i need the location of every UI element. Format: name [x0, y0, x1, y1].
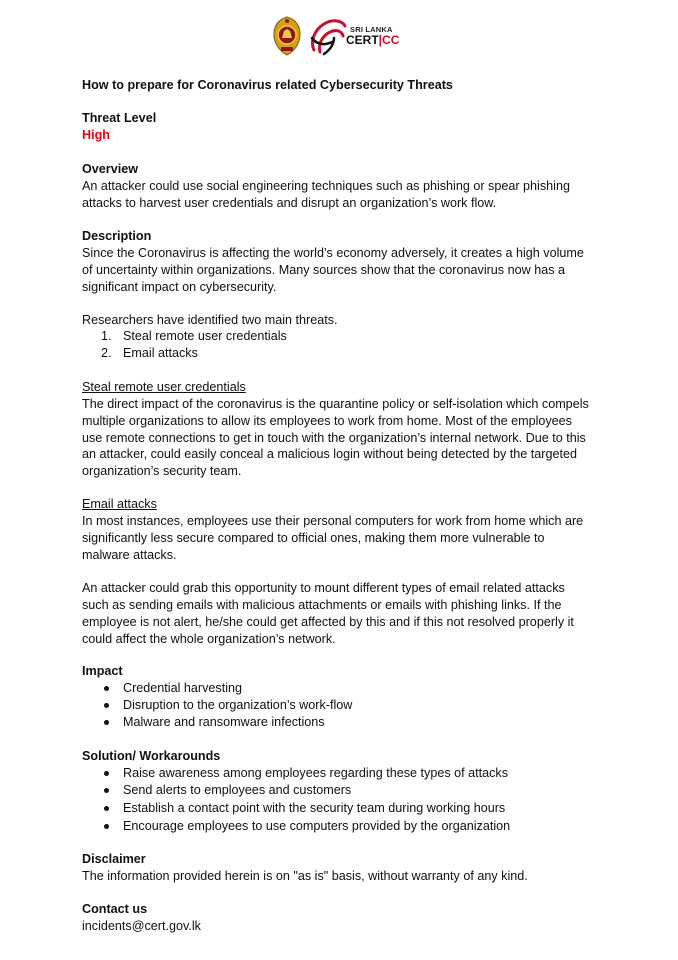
email-attacks-line: employee is not alert, he/she could get affected by this and if this not resolved properly it: [82, 615, 574, 629]
list-item: [82, 328, 582, 345]
contact-heading: Contact us: [82, 902, 148, 916]
list-text: Establish a contact point with the security team during working hours: [123, 801, 506, 815]
email-attacks-line: could affect the whole organization’s network.: [82, 632, 336, 646]
overview-heading: Overview: [82, 162, 139, 176]
threat-level-value: High: [82, 128, 110, 142]
bullet-icon: [104, 788, 109, 793]
description-heading: Description: [82, 229, 152, 243]
bullet-icon: [104, 806, 109, 811]
email-attacks-heading: Email attacks: [82, 497, 157, 511]
steal-credentials-heading: Steal remote user credentials: [82, 380, 246, 394]
list-item: [82, 680, 582, 697]
list-item: [82, 697, 582, 714]
email-attacks-line: malware attacks.: [82, 548, 177, 562]
cert-brand-label: CERT|CC: [346, 33, 400, 47]
email-attacks-line: such as sending emails with malicious attachments or emails with phishing links. If the: [82, 598, 562, 612]
cert-cc-logo: [308, 14, 408, 58]
bullet-icon: [104, 824, 109, 829]
bullet-icon: [104, 771, 109, 776]
bullet-icon: [104, 720, 109, 725]
list-text: Malware and ransomware infections: [123, 715, 325, 729]
threats-intro: Researchers have identified two main threats.: [82, 313, 338, 327]
list-text: Email attacks: [123, 346, 198, 360]
steal-credentials-line: use remote connections to get in touch with the organization’s internal network. Due to this: [82, 431, 586, 445]
overview-line: attacks to harvest user credentials and disrupt an organization’s work flow.: [82, 196, 497, 210]
list-text: Steal remote user credentials: [123, 329, 287, 343]
steal-credentials-line: an attacker, could easily conceal a malicious login without being detected by the targeted: [82, 447, 577, 461]
email-attacks-line: An attacker could grab this opportunity to mount different types of email related attacks: [82, 581, 565, 595]
list-item: [82, 714, 582, 731]
description-line: Since the Coronavirus is affecting the world’s economy adversely, it creates a high volume: [82, 246, 584, 260]
overview-line: An attacker could use social engineering techniques such as phishing or spear phishing: [82, 179, 570, 193]
list-text: Send alerts to employees and customers: [123, 783, 352, 797]
header-logos: [272, 14, 408, 58]
list-text: Disruption to the organization’s work-flow: [123, 698, 353, 712]
list-text: Raise awareness among employees regarding these types of attacks: [123, 766, 509, 780]
steal-credentials-line: multiple organizations to allow its employees to work from home. Most of the employees: [82, 414, 572, 428]
bullet-icon: [104, 686, 109, 691]
impact-heading: Impact: [82, 664, 123, 678]
contact-email: incidents@cert.gov.lk: [82, 919, 201, 933]
steal-credentials-line: The direct impact of the coronavirus is the quarantine policy or self-isolation which compels: [82, 397, 589, 411]
solution-heading: Solution/ Workarounds: [82, 749, 221, 763]
document-title: How to prepare for Coronavirus related Cybersecurity Threats: [82, 78, 453, 92]
bullet-icon: [104, 703, 109, 708]
email-attacks-line: In most instances, employees use their personal computers for work from home which are: [82, 514, 584, 528]
list-item: [82, 818, 582, 835]
list-item: [82, 345, 582, 362]
cert-swoosh-icon: [308, 14, 348, 58]
list-text: Encourage employees to use computers provided by the organization: [123, 819, 511, 833]
threat-level-heading: Threat Level: [82, 111, 157, 125]
description-line: of uncertainty within organizations. Many sources show that the coronavirus now has a: [82, 263, 566, 277]
list-item: [82, 765, 582, 782]
disclaimer-heading: Disclaimer: [82, 852, 146, 866]
steal-credentials-line: organization’s security team.: [82, 464, 242, 478]
list-item: [82, 800, 582, 817]
cert-country-label: SRI LANKA: [350, 25, 393, 34]
email-attacks-line: significantly less secure compared to official ones, making them more vulnerable to: [82, 531, 545, 545]
description-line: significant impact on cybersecurity.: [82, 280, 277, 294]
list-item: [82, 782, 582, 799]
sri-lanka-emblem-icon: [272, 16, 302, 56]
list-text: Credential harvesting: [123, 681, 243, 695]
list-number: 1.: [101, 329, 112, 343]
list-number: 2.: [101, 346, 112, 360]
disclaimer-text: The information provided herein is on "as is" basis, without warranty of any kind.: [82, 869, 528, 883]
